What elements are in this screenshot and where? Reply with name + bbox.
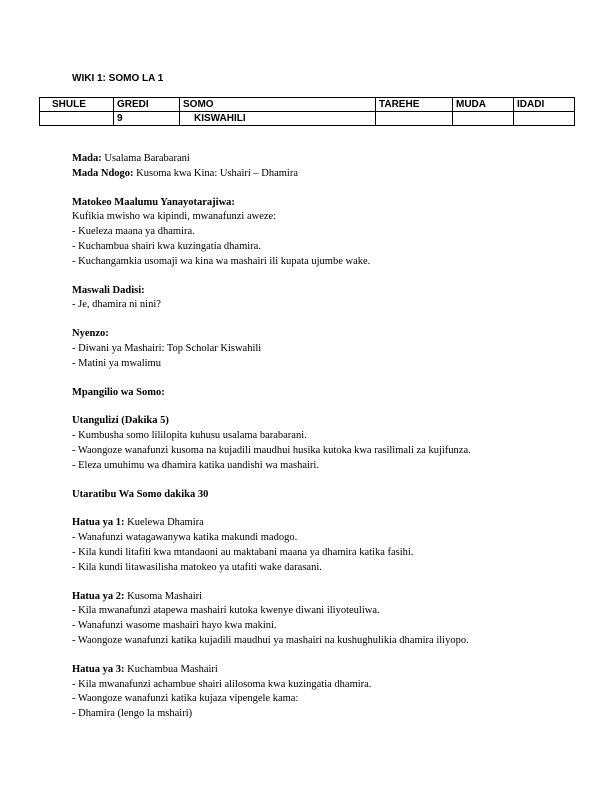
cell-idadi [514, 112, 575, 126]
cell-shule [40, 112, 114, 126]
header-gredi: GREDI [114, 98, 180, 112]
header-tarehe: TAREHE [376, 98, 453, 112]
cell-muda [453, 112, 514, 126]
list-item: - Eleza umuhimu wa dhamira katika uandishi wa mashairi. [72, 459, 319, 471]
header-idadi: IDADI [514, 98, 575, 112]
cell-somo: KISWAHILI [180, 112, 376, 126]
mpangilio-heading: Mpangilio wa Somo: [72, 386, 165, 398]
lesson-info-table [39, 97, 575, 126]
matokeo-heading: Matokeo Maalumu Yanayotarajiwa: [72, 196, 235, 208]
mada-ndogo-line: Mada Ndogo: Kusoma kwa Kina: Ushairi – Dhamira [72, 167, 299, 179]
list-item: - Kuchangamkia usomaji wa kina wa mashairi ili kupata ujumbe wake. [72, 255, 371, 267]
list-item: - Kuchambua shairi kwa kuzingatia dhamira. [72, 240, 261, 252]
list-item: - Kueleza maana ya dhamira. [72, 226, 195, 238]
lesson-title: WIKI 1: SOMO LA 1 [72, 73, 164, 84]
list-item: - Waongoze wanafunzi katika kujadili maudhui ya mashairi na kushughulikia dhamira iliyopo. [72, 634, 469, 646]
cell-tarehe [376, 112, 453, 126]
list-item: - Kila kundi litawasilisha matokeo ya utafiti wake darasani. [72, 561, 322, 573]
list-item: - Kila mwanafunzi achambue shairi alilosoma kwa kuzingatia dhamira. [72, 678, 372, 690]
table-header-row [40, 98, 575, 112]
header-muda: MUDA [453, 98, 514, 112]
header-shule: SHULE [40, 98, 114, 112]
matokeo-intro: Kufikia mwisho wa kipindi, mwanafunzi aweze: [72, 211, 277, 223]
list-item: - Waongoze wanafunzi katika kujaza vipengele kama: [72, 693, 299, 705]
list-item: - Kila kundi litafiti kwa mtandaoni au maktabani maana ya dhamira katika fasihi. [72, 546, 414, 558]
list-item: - Diwani ya Mashairi: Top Scholar Kiswahili [72, 342, 262, 354]
nyenzo-heading: Nyenzo: [72, 328, 109, 340]
list-item: - Dhamira (lengo la mshairi) [72, 708, 193, 720]
list-item: - Wanafunzi watagawanywa katika makundi madogo. [72, 532, 298, 544]
table-row [40, 112, 575, 126]
list-item: - Kila mwanafunzi atapewa mashairi kutoka kwenye diwani iliyoteuliwa. [72, 605, 380, 617]
mada-line: Mada: Usalama Barabarani [72, 153, 190, 164]
hatua2-heading: Hatua ya 2: Kusoma Mashairi [72, 590, 203, 602]
hatua1-heading: Hatua ya 1: Kuelewa Dhamira [72, 517, 204, 529]
list-item: - Wanafunzi wasome mashairi hayo kwa makini. [72, 620, 277, 632]
list-item: - Waongoze wanafunzi kusoma na kujadili maudhui husika kutoka kwa rasilimali za kujifunza. [72, 444, 471, 456]
list-item: - Kumbusha somo lililopita kuhusu usalama barabarani. [72, 430, 307, 442]
header-somo: SOMO [180, 98, 376, 112]
utangulizi-heading: Utangulizi (Dakika 5) [72, 415, 169, 427]
maswali-heading: Maswali Dadisi: [72, 284, 145, 296]
list-item: - Je, dhamira ni nini? [72, 299, 161, 311]
hatua3-heading: Hatua ya 3: Kuchambua Mashairi [72, 663, 218, 675]
utaratibu-heading: Utaratibu Wa Somo dakika 30 [72, 488, 209, 500]
cell-gredi: 9 [114, 112, 180, 126]
lesson-body [72, 152, 552, 722]
list-item: - Matini ya mwalimu [72, 357, 161, 369]
